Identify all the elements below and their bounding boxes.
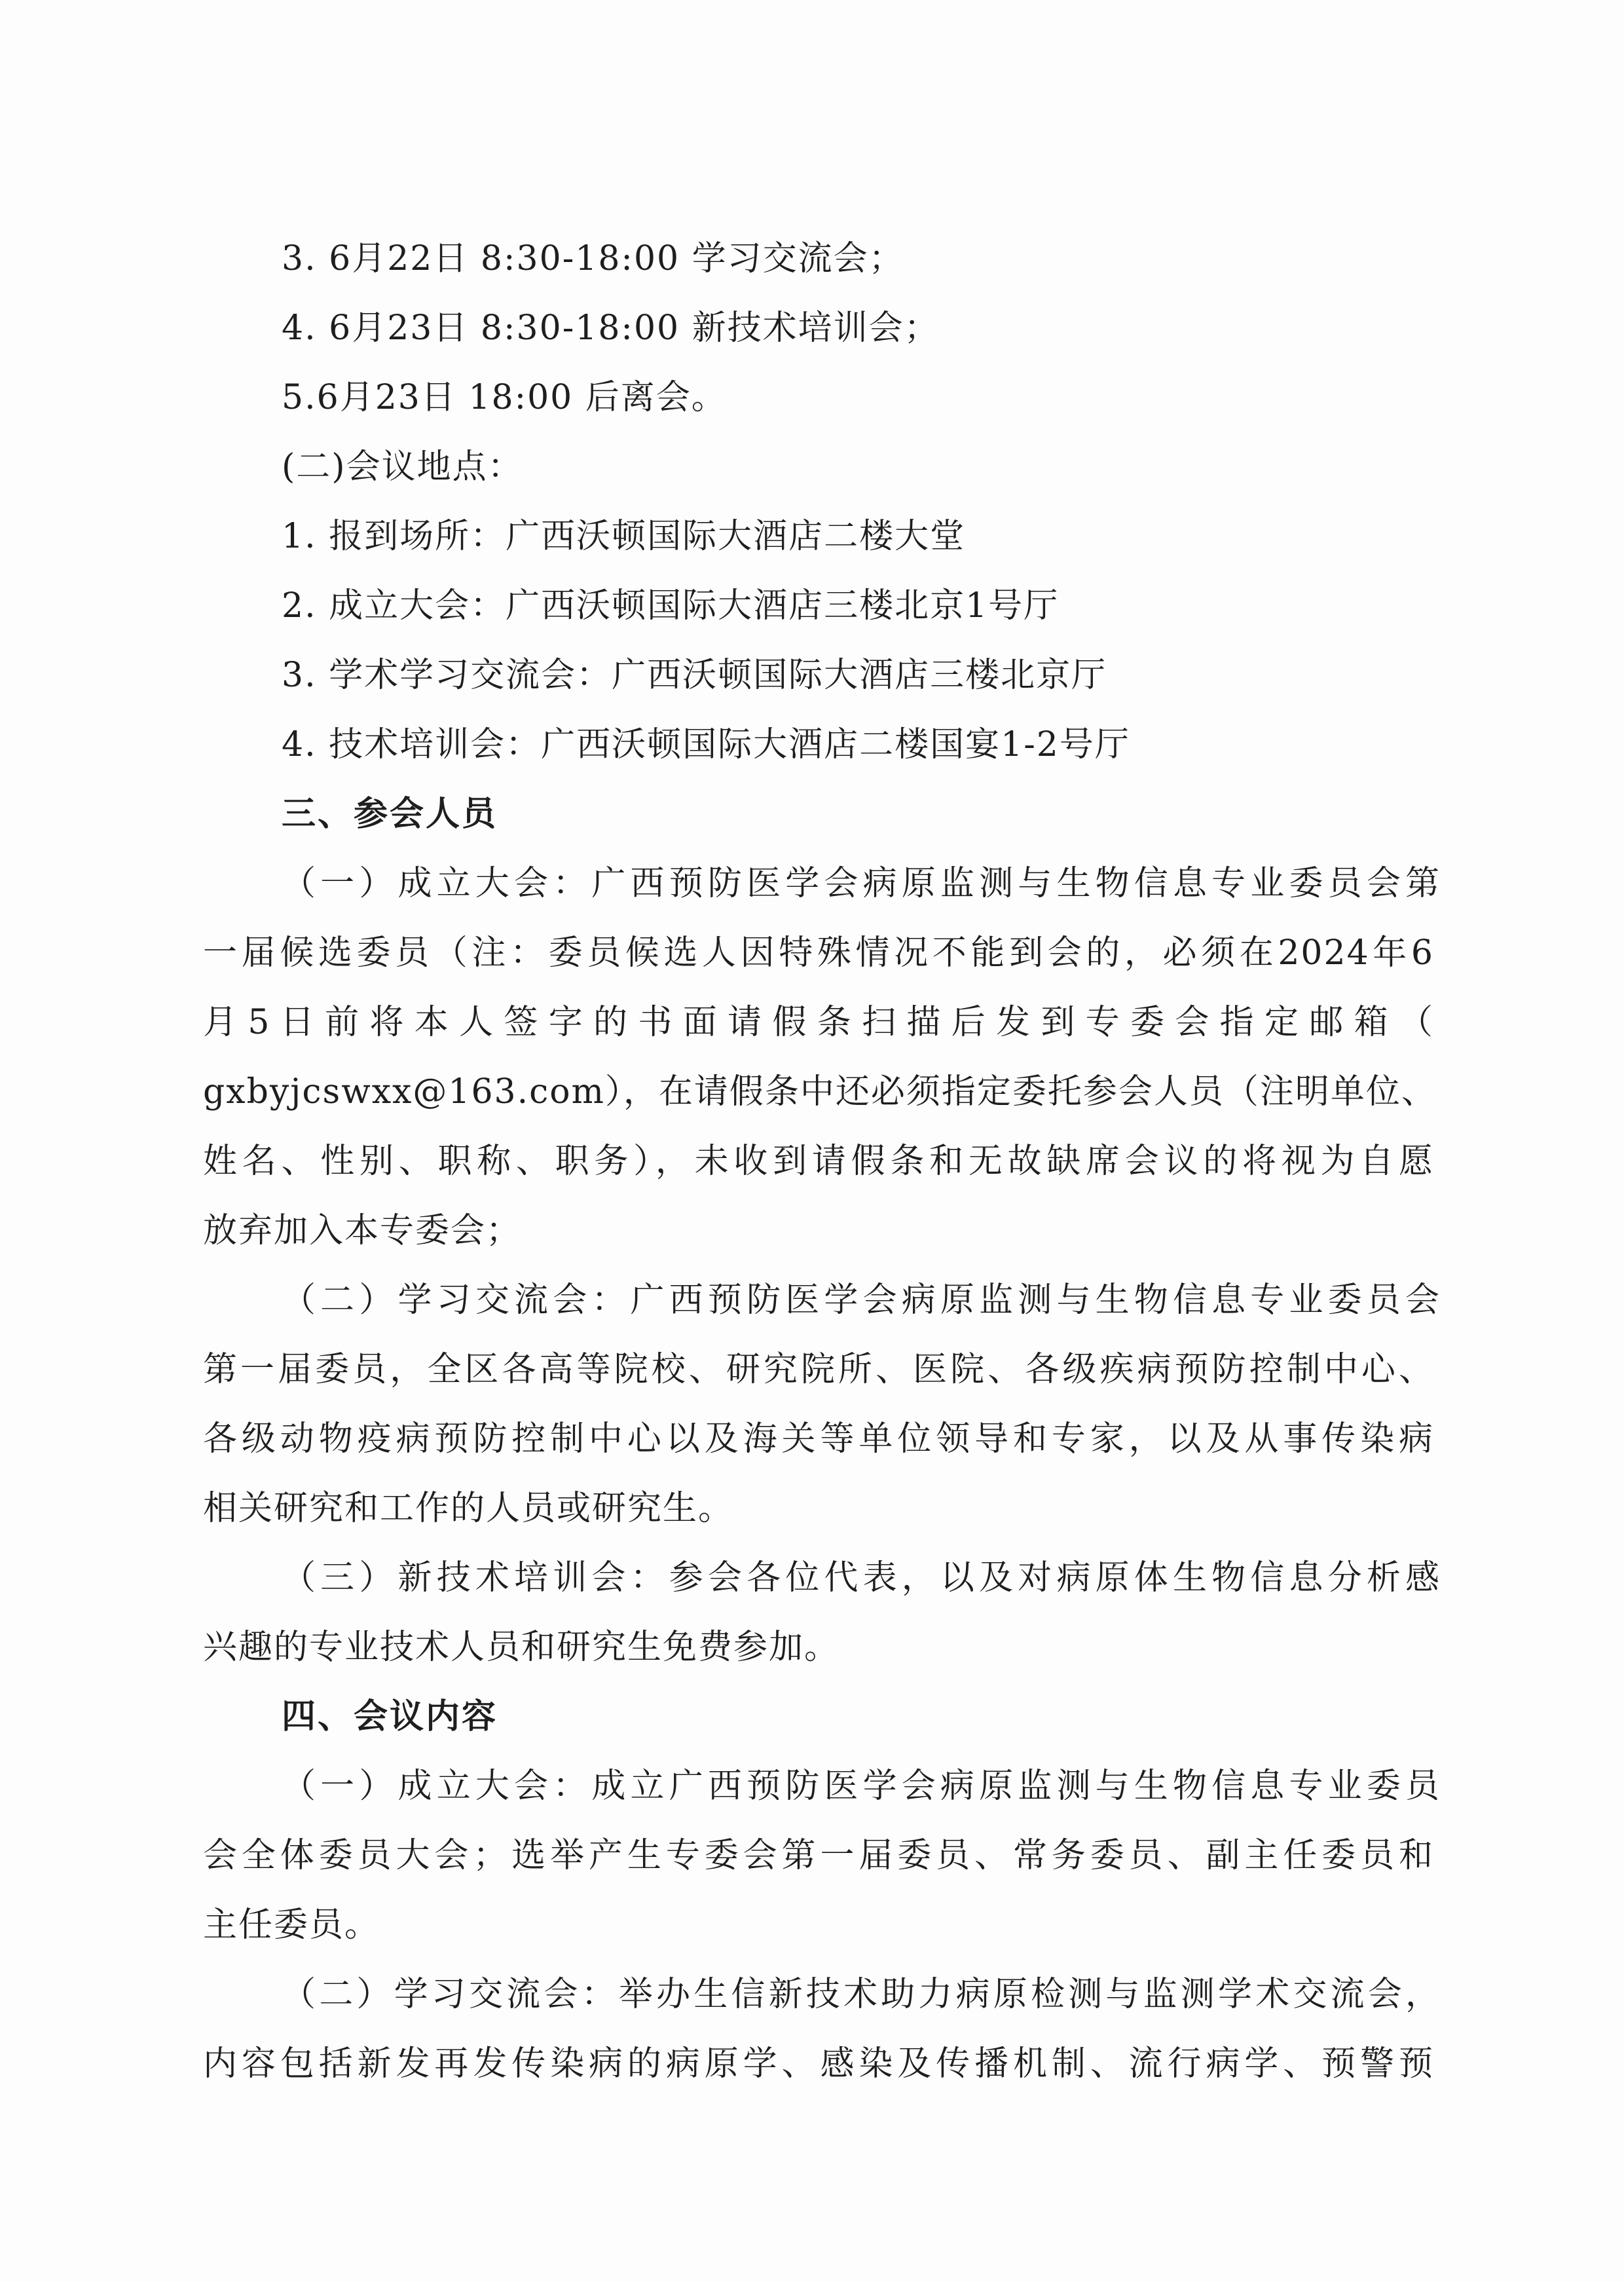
paragraph-line: （一）成立大会：广西预防医学会病原监测与生物信息专业委员会第: [282, 864, 1441, 903]
paragraph-line: 内容包括新发再发传染病的病原学、感染及传播机制、流行病学、预警预: [203, 2044, 1434, 2084]
location-item: 4. 技术培训会：广西沃顿国际大酒店二楼国宴1-2号厅: [282, 725, 1130, 764]
paragraph-line: 一届候选委员（注：委员候选人因特殊情况不能到会的，必须在2024年6: [203, 933, 1434, 973]
paragraph-line: 兴趣的专业技术人员和研究生免费参加。: [203, 1628, 840, 1667]
paragraph-line: 各级动物疫病预防控制中心以及海关等单位领导和专家，以及从事传染病: [203, 1419, 1434, 1459]
paragraph-line: gxbyjcswxx@163.com），在请假条中还必须指定委托参会人员（注明单位、: [203, 1072, 1437, 1112]
paragraph-line: 相关研究和工作的人员或研究生。: [203, 1489, 734, 1528]
paragraph-line: 会全体委员大会；选举产生专委会第一届委员、常务委员、副主任委员和: [203, 1836, 1434, 1875]
paragraph-line: 放弃加入本专委会；: [203, 1211, 522, 1250]
paragraph-line: （二）学习交流会：举办生信新技术助力病原检测与监测学术交流会，: [282, 1975, 1441, 2014]
schedule-item: 4. 6月23日 8:30-18:00 新技术培训会；: [282, 309, 940, 348]
paragraph-line: （三）新技术培训会：参会各位代表，以及对病原体生物信息分析感: [282, 1558, 1441, 1598]
schedule-item: 5.6月23日 18:00 后离会。: [282, 378, 727, 417]
location-item: 1. 报到场所：广西沃顿国际大酒店二楼大堂: [282, 517, 966, 556]
section-heading: 四、会议内容: [282, 1697, 498, 1736]
paragraph-line: 主任委员。: [203, 1905, 380, 1945]
paragraph-line: 月5日前将本人签字的书面请假条扫描后发到专委会指定邮箱（: [203, 1003, 1434, 1042]
location-item: 3. 学术学习交流会：广西沃顿国际大酒店三楼北京厅: [282, 656, 1107, 695]
section-heading: 三、参会人员: [282, 795, 498, 834]
paragraph-line: （一）成立大会：成立广西预防医学会病原监测与生物信息专业委员: [282, 1767, 1441, 1806]
paragraph-line: （二）学习交流会：广西预防医学会病原监测与生物信息专业委员会: [282, 1281, 1441, 1320]
location-item: 2. 成立大会：广西沃顿国际大酒店三楼北京1号厅: [282, 586, 1060, 626]
schedule-item: 3. 6月22日 8:30-18:00 学习交流会；: [282, 239, 904, 278]
location-heading: (二)会议地点：: [282, 447, 523, 487]
paragraph-line: 第一届委员，全区各高等院校、研究院所、医院、各级疾病预防控制中心、: [203, 1350, 1434, 1389]
paragraph-line: 姓名、性别、职称、职务），未收到请假条和无故缺席会议的将视为自愿: [203, 1142, 1434, 1181]
